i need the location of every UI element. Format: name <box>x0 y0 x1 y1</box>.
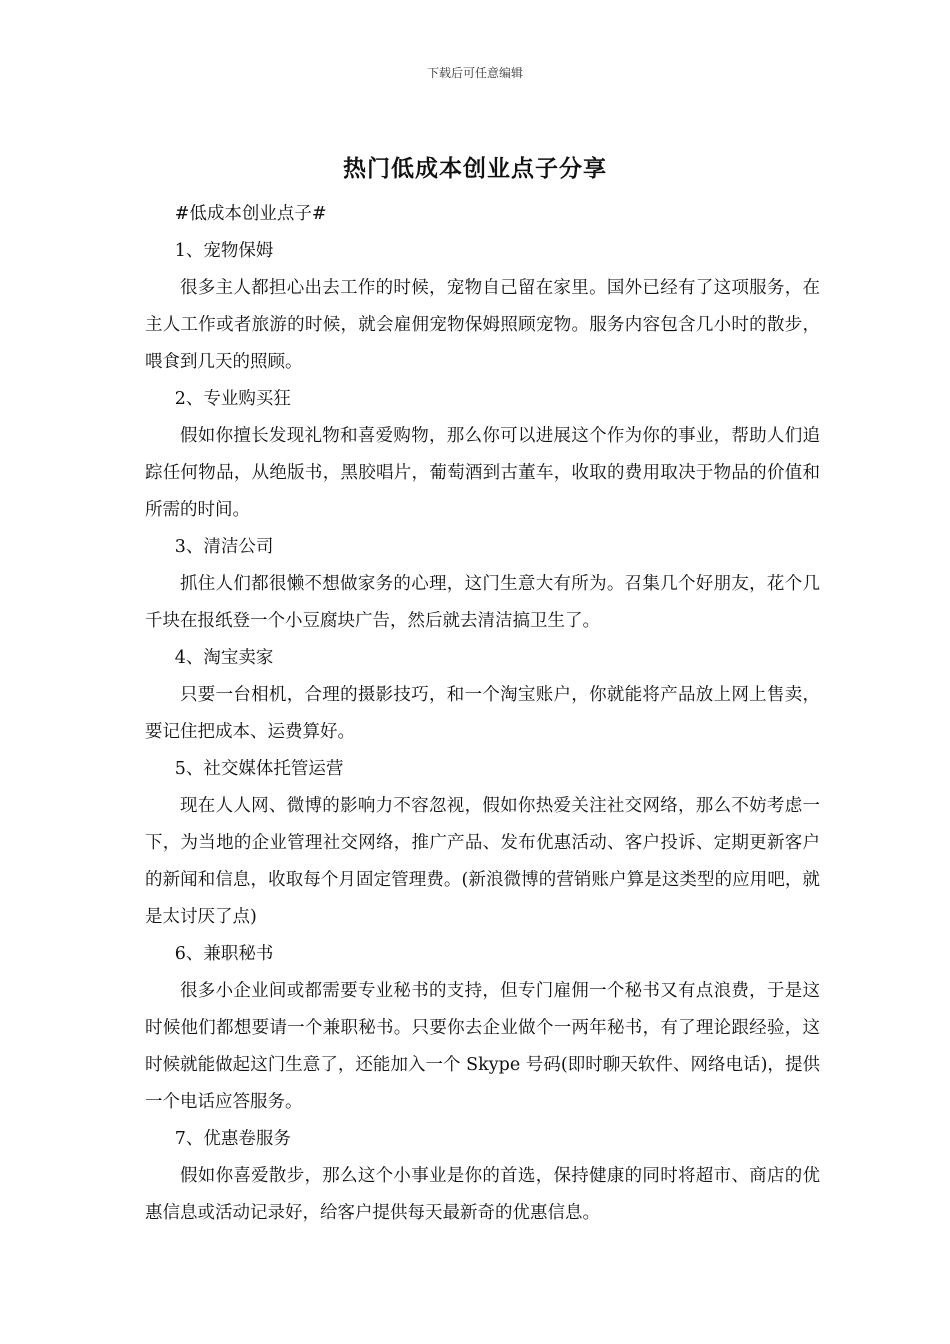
section-body-7: 假如你喜爱散步，那么这个小事业是你的首选，保持健康的同时将超市、商店的优惠信息或活动记录好，给客户提供每天最新奇的优惠信息。 <box>145 1166 820 1223</box>
section-heading-1: 1、宠物保姆 <box>174 241 274 261</box>
section-body-3: 抓住人们都很懒不想做家务的心理，这门生意大有所为。召集几个好朋友，花个几千块在报纸登一个小豆腐块广告，然后就去清洁搞卫生了。 <box>145 574 820 631</box>
page-title: 热门低成本创业点子分享 <box>343 155 607 182</box>
section-body-1: 很多主人都担心出去工作的时候，宠物自己留在家里。国外已经有了这项服务，在主人工作或者旅游的时候，就会雇佣宠物保姆照顾宠物。服务内容包含几小时的散步，喂食到几天的照顾。 <box>145 278 820 372</box>
document-body <box>145 196 820 1232</box>
section-body-6: 很多小企业间或都需要专业秘书的支持，但专门雇佣一个秘书又有点浪费，于是这时候他们都想要请一个兼职秘书。只要你去企业做个一两年秘书，有了理论跟经验，这时候就能做起这门生意了，还能加入一个 Skype 号码(即时聊天软件、网络电话)，提供一个电话应答服务。 <box>145 981 820 1112</box>
section-body-5: 现在人人网、微博的影响力不容忽视，假如你热爱关注社交网络，那么不妨考虑一下，为当地的企业管理社交网络，推广产品、发布优惠活动、客户投诉、定期更新客户的新闻和信息，收取每个月固定管理费。(新浪微博的营销账户算是这类型的应用吧，就是太讨厌了点) <box>145 796 820 927</box>
section-body-4: 只要一台相机，合理的摄影技巧，和一个淘宝账户，你就能将产品放上网上售卖，要记住把成本、运费算好。 <box>145 685 820 742</box>
section-heading-3: 3、清洁公司 <box>174 537 274 557</box>
section-heading-7: 7、优惠卷服务 <box>174 1129 291 1149</box>
section-heading-6: 6、兼职秘书 <box>174 944 274 964</box>
header-note: 下载后可任意编辑 <box>426 66 523 80</box>
section-heading-4: 4、淘宝卖家 <box>174 648 274 668</box>
section-heading-5: 5、社交媒体托管运营 <box>174 759 344 779</box>
section-body-2: 假如你擅长发现礼物和喜爱购物，那么你可以进展这个作为你的事业，帮助人们追踪任何物品，从绝版书，黑胶唱片，葡萄酒到古董车，收取的费用取决于物品的价值和所需的时间。 <box>145 426 820 520</box>
section-heading-2: 2、专业购买狂 <box>174 389 291 409</box>
tag-line: #低成本创业点子# <box>174 204 327 224</box>
